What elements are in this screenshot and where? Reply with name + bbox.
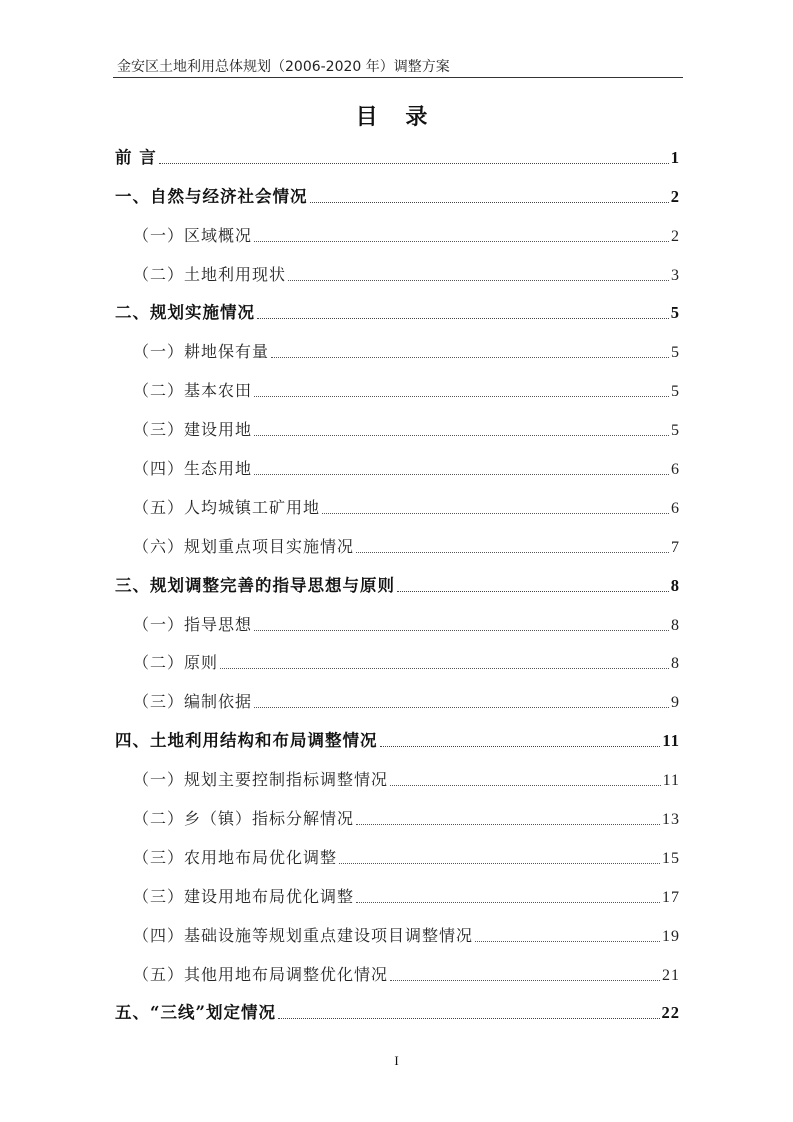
- table-of-contents: [115, 137, 680, 1031]
- dot-leader: [254, 630, 669, 631]
- toc-entry-label: 一、自然与经济社会情况: [115, 186, 308, 206]
- toc-entry-label: （一）耕地保有量: [133, 342, 270, 362]
- dot-leader: [254, 396, 669, 397]
- toc-entry-label: 四、土地利用结构和布局调整情况: [115, 731, 378, 751]
- toc-entry-page: 6: [671, 499, 680, 517]
- toc-entry-page: 11: [662, 772, 680, 790]
- toc-entry-page: 19: [662, 927, 680, 945]
- toc-entry-label: 五、“三线”划定情况: [115, 1003, 276, 1023]
- toc-entry-page: 2: [670, 186, 680, 206]
- toc-entry-label: 三、规划调整完善的指导思想与原则: [115, 575, 395, 595]
- toc-entry-page: 21: [662, 966, 680, 984]
- toc-entry-section[interactable]: [115, 798, 680, 837]
- toc-entry-label: （一）指导思想: [133, 614, 253, 634]
- toc-entry-page: 3: [671, 266, 680, 284]
- toc-entry-chapter[interactable]: [115, 293, 680, 332]
- toc-entry-section[interactable]: [115, 487, 680, 526]
- toc-entry-page: 7: [671, 538, 680, 556]
- toc-entry-section[interactable]: [115, 526, 680, 565]
- dot-leader: [278, 1018, 660, 1019]
- dot-leader: [322, 513, 669, 514]
- toc-entry-chapter[interactable]: [115, 993, 680, 1032]
- dot-leader: [380, 746, 661, 747]
- toc-entry-section[interactable]: [115, 876, 680, 915]
- toc-entry-chapter[interactable]: [115, 565, 680, 604]
- toc-entry-label: （二）乡（镇）指标分解情况: [133, 809, 355, 829]
- toc-entry-page: 5: [670, 303, 680, 323]
- toc-entry-section[interactable]: [115, 215, 680, 254]
- toc-entry-label: （一）规划主要控制指标调整情况: [133, 770, 389, 790]
- toc-entry-page: 8: [670, 575, 680, 595]
- dot-leader: [254, 474, 669, 475]
- toc-entry-label: （三）建设用地布局优化调整: [133, 886, 355, 906]
- toc-entry-page: 1: [670, 147, 680, 167]
- dot-leader: [288, 280, 669, 281]
- toc-entry-label: （三）编制依据: [133, 692, 253, 712]
- dot-leader: [397, 591, 669, 592]
- toc-entry-section[interactable]: [115, 409, 680, 448]
- toc-entry-label: （四）基础设施等规划重点建设项目调整情况: [133, 925, 474, 945]
- dot-leader: [475, 941, 660, 942]
- running-header: 金安区土地利用总体规划（2006-2020 年）调整方案: [117, 59, 450, 75]
- toc-entry-page: 8: [671, 655, 680, 673]
- toc-entry-section[interactable]: [115, 681, 680, 720]
- toc-entry-page: 6: [671, 461, 680, 479]
- dot-leader: [220, 668, 669, 669]
- toc-entry-page: 15: [662, 849, 680, 867]
- toc-entry-section[interactable]: [115, 370, 680, 409]
- dot-leader: [356, 552, 669, 553]
- dot-leader: [390, 980, 660, 981]
- toc-entry-section[interactable]: [115, 954, 680, 993]
- page-number: I: [394, 1053, 399, 1068]
- header-rule: [113, 77, 683, 78]
- toc-entry-page: 9: [671, 694, 680, 712]
- toc-entry-page: 5: [671, 383, 680, 401]
- toc-entry-section[interactable]: [115, 254, 680, 293]
- dot-leader: [310, 202, 669, 203]
- dot-leader: [356, 902, 660, 903]
- toc-entry-page: 11: [662, 731, 680, 751]
- toc-entry-page: 22: [661, 1003, 680, 1023]
- toc-entry-label: （二）原则: [133, 653, 219, 673]
- dot-leader: [254, 707, 669, 708]
- dot-leader: [257, 318, 669, 319]
- dot-leader: [271, 357, 669, 358]
- toc-entry-label: （二）基本农田: [133, 381, 253, 401]
- toc-entry-label: 二、规划实施情况: [115, 303, 255, 323]
- toc-entry-label: （二）土地利用现状: [133, 264, 287, 284]
- dot-leader: [356, 824, 660, 825]
- toc-entry-label: 前 言: [115, 147, 157, 167]
- toc-entry-section[interactable]: [115, 331, 680, 370]
- toc-entry-section[interactable]: [115, 643, 680, 682]
- toc-entry-chapter[interactable]: [115, 137, 680, 176]
- toc-entry-label: （一）区域概况: [133, 225, 253, 245]
- dot-leader: [254, 241, 669, 242]
- toc-entry-page: 2: [671, 227, 680, 245]
- toc-entry-label: （三）农用地布局优化调整: [133, 847, 338, 867]
- toc-entry-chapter[interactable]: [115, 176, 680, 215]
- toc-entry-page: 5: [671, 344, 680, 362]
- toc-entry-label: （四）生态用地: [133, 459, 253, 479]
- toc-entry-label: （五）其他用地布局调整优化情况: [133, 964, 389, 984]
- dot-leader: [159, 163, 669, 164]
- toc-entry-label: （五）人均城镇工矿用地: [133, 497, 321, 517]
- dot-leader: [339, 863, 660, 864]
- toc-entry-page: 5: [671, 422, 680, 440]
- toc-entry-section[interactable]: [115, 915, 680, 954]
- toc-entry-page: 13: [662, 811, 680, 829]
- toc-entry-page: 8: [671, 616, 680, 634]
- toc-entry-label: （三）建设用地: [133, 420, 253, 440]
- toc-entry-chapter[interactable]: [115, 720, 680, 759]
- toc-entry-section[interactable]: [115, 759, 680, 798]
- toc-entry-page: 17: [662, 888, 680, 906]
- toc-entry-section[interactable]: [115, 604, 680, 643]
- dot-leader: [254, 435, 669, 436]
- dot-leader: [390, 785, 661, 786]
- toc-entry-section[interactable]: [115, 837, 680, 876]
- toc-entry-section[interactable]: [115, 448, 680, 487]
- toc-entry-label: （六）规划重点项目实施情况: [133, 536, 355, 556]
- toc-title: 目 录: [355, 104, 438, 130]
